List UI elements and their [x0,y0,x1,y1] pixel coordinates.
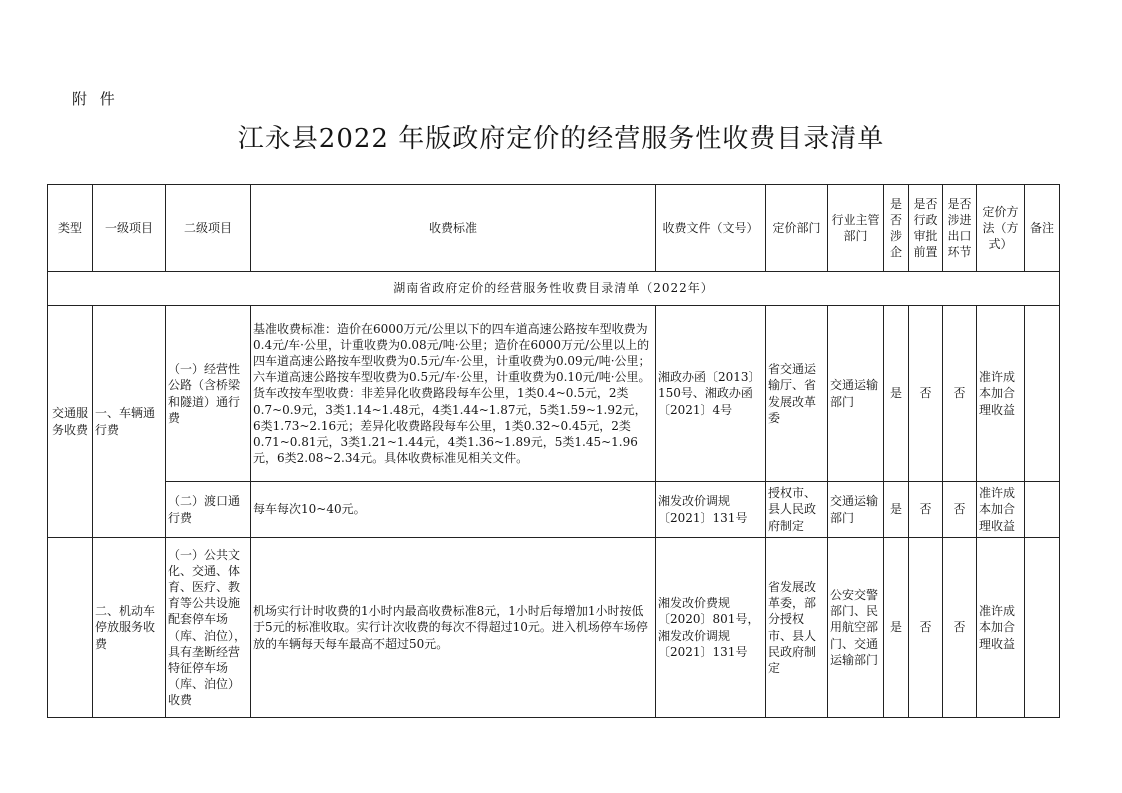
standard-cell: 机场实行计时收费的1小时内最高收费标准8元，1小时后每增加1小时按低于5元的标准收取。实行计次收费的每次不得超过10元。进入机场停车场停放的车辆每天每车最高不超过50元。 [251,538,656,718]
import-export-cell: 否 [943,538,977,718]
type-cell-empty [48,538,93,718]
header-import-export: 是否涉进出口环节 [943,185,977,272]
header-row [48,185,1060,272]
page-title: 江永县2022 年版政府定价的经营服务性收费目录清单 [237,124,885,154]
section-row [48,272,1060,306]
industry-dept-cell: 交通运输部门 [828,482,884,538]
header-method: 定价方法（方式） [977,185,1025,272]
header-document: 收费文件（文号） [656,185,766,272]
section-title: 湖南省政府定价的经营服务性收费目录清单（2022年） [48,272,1060,306]
fee-catalog-table [47,184,1060,718]
attachment-label: 附 件 [72,90,119,108]
import-export-cell: 否 [943,482,977,538]
enterprise-cell: 是 [884,538,909,718]
level1-cell: 二、机动车停放服务收费 [93,538,166,718]
pricing-dept-cell: 省交通运输厅、省发展改革委 [766,306,828,482]
enterprise-cell: 是 [884,482,909,538]
level2-cell: （一）公共文化、交通、体育、医疗、教育等公共设施配套停车场（库、泊位），具有垄断经营特征停车场（库、泊位）收费 [166,538,251,718]
remarks-cell [1025,306,1060,482]
enterprise-cell: 是 [884,306,909,482]
header-industry-dept: 行业主管部门 [828,185,884,272]
header-level1: 一级项目 [93,185,166,272]
document-cell: 湘发改价调规〔2021〕131号 [656,482,766,538]
standard-cell: 基准收费标准：造价在6000万元/公里以下的四车道高速公路按车型收费为0.4元/车·公里，计重收费为0.08元/吨·公里；造价在6000万元/公里以上的四车道高速公路按车型收费为0.5元/车·公里，计重收费为0.09元/吨·公里；六车道高速公路按车型收费为0.5元/车·公里，计重收费为0.10元/吨·公里。货车改按车型收费：非差异化收费路段每车公里，1类0.4~0.5元，2类0.7~0.9元，3类1.14~1.48元，4类1.44~1.87元，5类1.59~1.92元，6类1.73~2.16元；差异化收费路段每车公里，1类0.32~0.45元，2类0.71~0.81元，3类1.21~1.44元，4类1.36~1.89元，5类1.45~1.96元，6类2.08~2.34元。具体收费标准见相关文件。 [251,306,656,482]
header-level2: 二级项目 [166,185,251,272]
header-enterprise: 是否涉企 [884,185,909,272]
level2-cell: （一）经营性公路（含桥梁和隧道）通行费 [166,306,251,482]
remarks-cell [1025,482,1060,538]
approval-cell: 否 [909,482,943,538]
industry-dept-cell: 公安交警部门、民用航空部门、交通运输部门 [828,538,884,718]
pricing-dept-cell: 省发展改革委，部分授权市、县人民政府制定 [766,538,828,718]
level2-cell: （二）渡口通行费 [166,482,251,538]
header-pricing-dept: 定价部门 [766,185,828,272]
document-cell: 湘政办函〔2013〕150号、湘政办函〔2021〕4号 [656,306,766,482]
approval-cell: 否 [909,538,943,718]
method-cell: 准许成本加合理收益 [977,482,1025,538]
type-cell: 交通服务收费 [48,306,93,538]
method-cell: 准许成本加合理收益 [977,306,1025,482]
header-approval: 是否行政审批前置 [909,185,943,272]
header-type: 类型 [48,185,93,272]
pricing-dept-cell: 授权市、县人民政府制定 [766,482,828,538]
industry-dept-cell: 交通运输部门 [828,306,884,482]
remarks-cell [1025,538,1060,718]
import-export-cell: 否 [943,306,977,482]
method-cell: 准许成本加合理收益 [977,538,1025,718]
table-row [48,482,1060,538]
document-cell: 湘发改价费规〔2020〕801号，湘发改价调规〔2021〕131号 [656,538,766,718]
table-row [48,306,1060,482]
header-standard: 收费标准 [251,185,656,272]
table-row [48,538,1060,718]
approval-cell: 否 [909,306,943,482]
header-remarks: 备注 [1025,185,1060,272]
standard-cell: 每车每次10~40元。 [251,482,656,538]
level1-cell: 一、车辆通行费 [93,306,166,538]
